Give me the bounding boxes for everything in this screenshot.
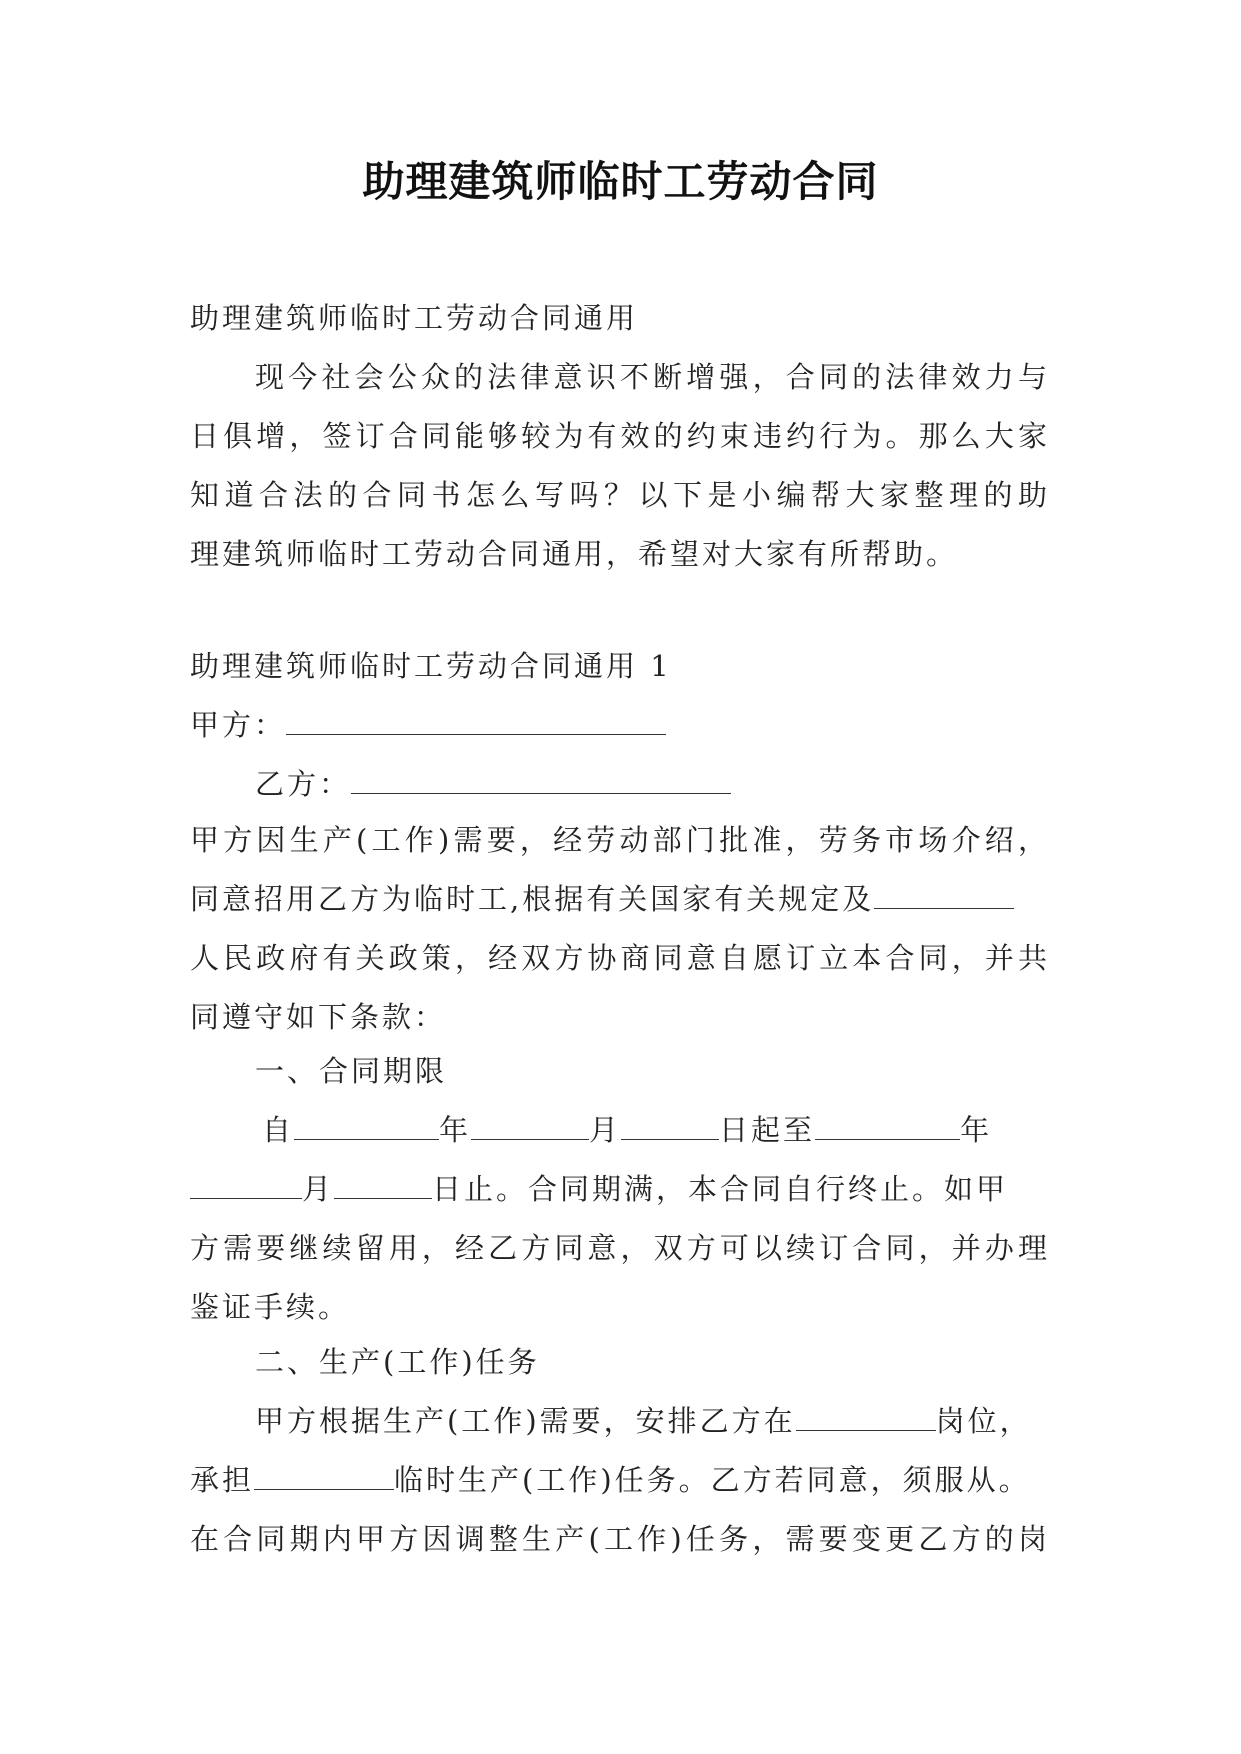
intro-line-1: 现今社会公众的法律意识不断增强，合同的法律效力与 (255, 360, 1050, 394)
clause-1-blank-month2 (190, 1172, 302, 1199)
clause-1-from: 自 (262, 1113, 295, 1147)
clause-2-line-2 (190, 1460, 1050, 1500)
clause-2-line-1-b: 岗位， (935, 1404, 1032, 1438)
clause-1-month2: 月 (302, 1172, 335, 1206)
clause-1-line-4: 鉴证手续。 (190, 1290, 351, 1324)
clause-1-year2: 年 (960, 1113, 993, 1147)
clause-1-blank-day2 (334, 1172, 432, 1199)
clause-2-line-1-a: 甲方根据生产(工作)需要，安排乙方在 (255, 1404, 796, 1438)
clause-2-line-2-a: 承担 (190, 1463, 255, 1497)
clause-1-line-2-rest: 日止。合同期满，本合同自行终止。如甲 (432, 1172, 1009, 1206)
party-a-label: 甲方： (190, 708, 287, 742)
clause-2-blank-task (254, 1463, 394, 1490)
preamble-line-3: 人民政府有关政策，经双方协商同意自愿订立本合同，并共 (190, 941, 1050, 975)
intro-line-3: 知道合法的合同书怎么写吗？以下是小编帮大家整理的助 (190, 478, 1050, 512)
clause-2-heading: 二、生产(工作)任务 (255, 1345, 540, 1379)
document-subtitle: 助理建筑师临时工劳动合同通用 (190, 301, 639, 335)
party-b-blank (351, 767, 731, 794)
clause-2-blank-post (796, 1404, 936, 1431)
preamble-blank (874, 882, 1014, 909)
clause-1-blank-month (471, 1113, 589, 1140)
clause-1-day-to: 日起至 (719, 1113, 816, 1147)
clause-2-line-2-b: 临时生产(工作)任务。乙方若同意，须服从。 (394, 1463, 1031, 1497)
clause-1-line-2 (190, 1169, 1050, 1209)
clause-1-blank-day (621, 1113, 719, 1140)
clause-1-blank-year2 (815, 1113, 960, 1140)
preamble-line-1: 甲方因生产(工作)需要，经劳动部门批准，劳务市场介绍， (190, 823, 1050, 857)
party-b-label: 乙方： (255, 767, 352, 801)
party-b-line (255, 764, 1050, 804)
document-title: 助理建筑师临时工劳动合同 (362, 157, 879, 206)
preamble-line-4: 同遵守如下条款： (190, 1000, 447, 1034)
section-heading: 助理建筑师临时工劳动合同通用 1 (190, 649, 672, 683)
party-a-blank (286, 708, 666, 735)
preamble-line-2-text: 同意招用乙方为临时工,根据有关国家有关规定及 (190, 882, 875, 916)
party-a-line (190, 705, 1050, 745)
clause-1-line-1 (262, 1110, 1050, 1150)
clause-1-month: 月 (589, 1113, 622, 1147)
clause-2-line-3: 在合同期内甲方因调整生产(工作)任务，需要变更乙方的岗 (190, 1522, 1050, 1556)
clause-1-blank-year (294, 1113, 439, 1140)
preamble-line-2 (190, 879, 1050, 919)
clause-1-line-3: 方需要继续留用，经乙方同意，双方可以续订合同，并办理 (190, 1231, 1050, 1265)
clause-1-year: 年 (439, 1113, 472, 1147)
clause-1-heading: 一、合同期限 (255, 1054, 448, 1088)
intro-line-2: 日俱增，签订合同能够较为有效的约束违约行为。那么大家 (190, 419, 1050, 453)
intro-line-4: 理建筑师临时工劳动合同通用，希望对大家有所帮助。 (190, 537, 959, 571)
clause-2-line-1 (255, 1401, 1050, 1441)
